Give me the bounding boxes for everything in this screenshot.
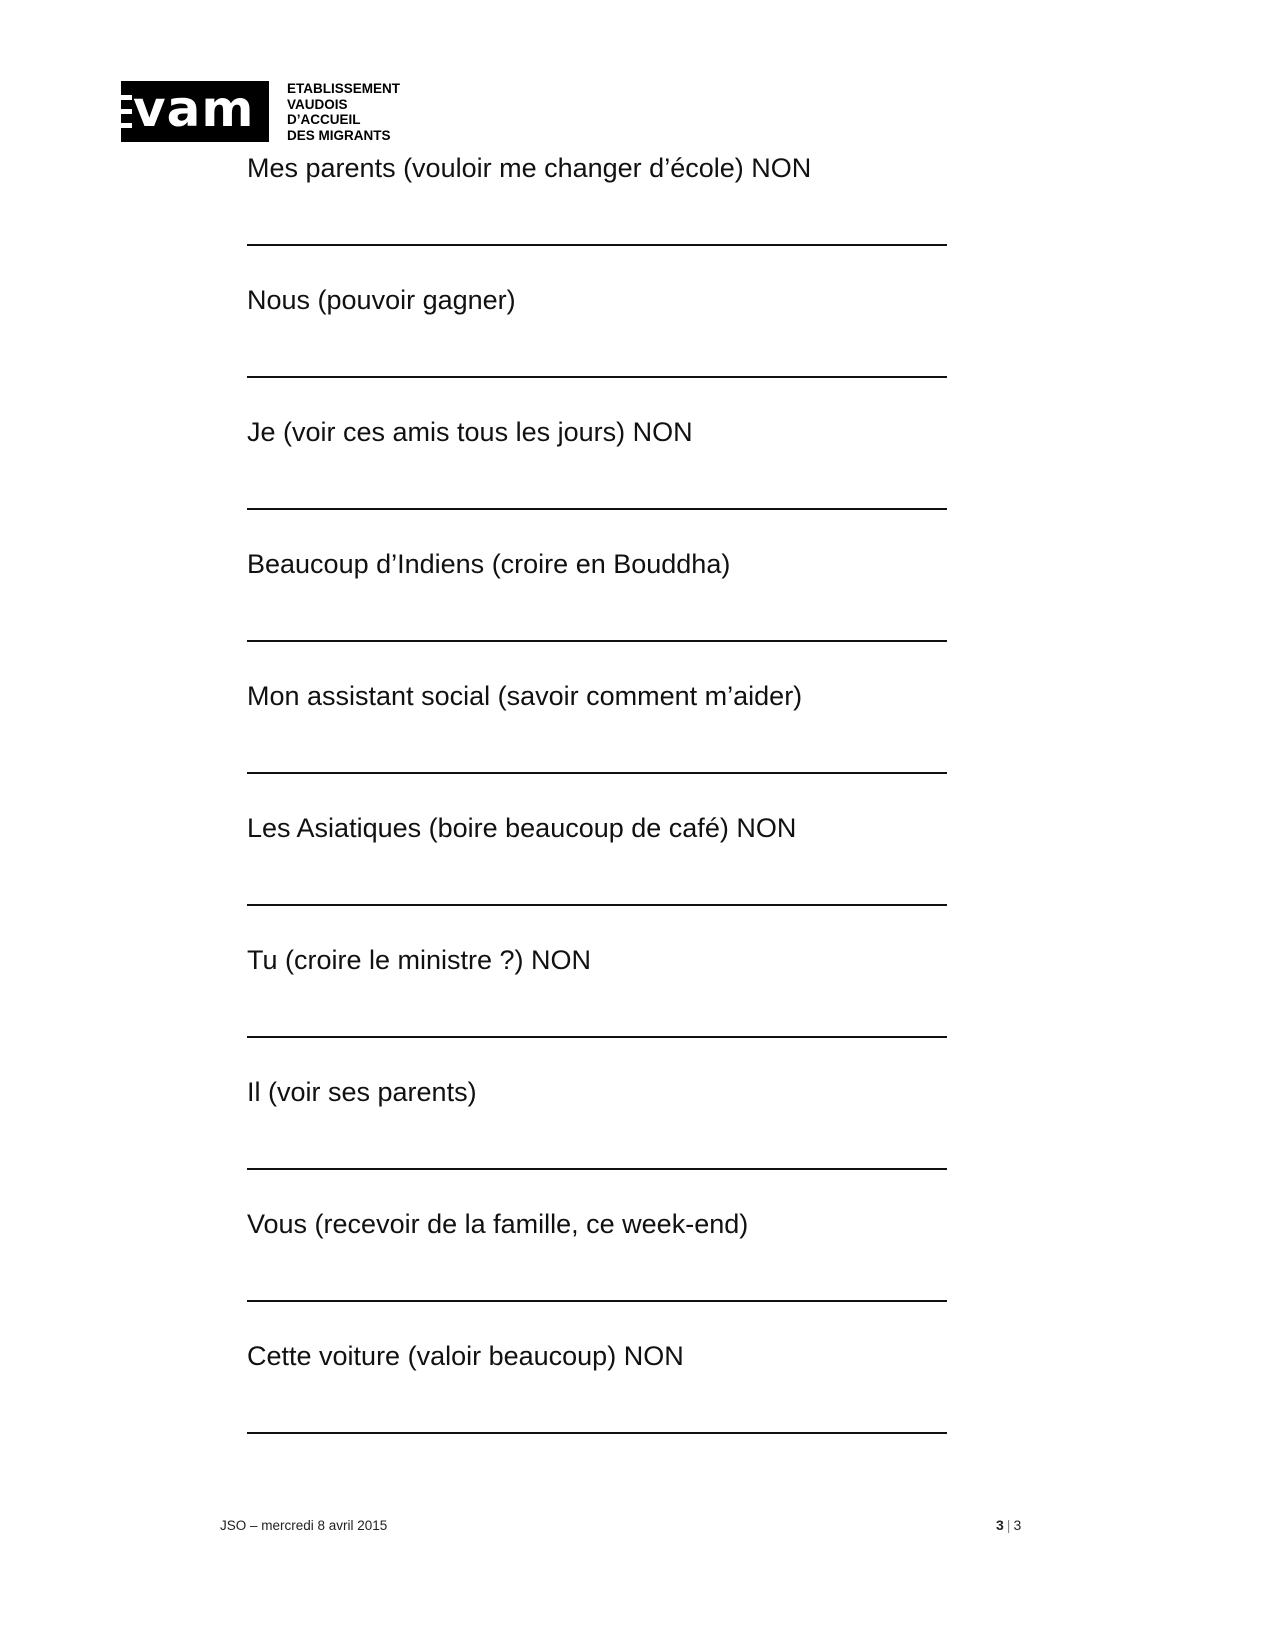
exercise-item — [247, 547, 947, 679]
exercise-prompt: Vous (recevoir de la famille, ce week-end) — [247, 1209, 749, 1239]
exercise-prompt: Je (voir ces amis tous les jours) NON — [247, 417, 693, 447]
exercise-item — [247, 811, 947, 943]
evam-logo-mark — [121, 81, 269, 142]
exercise-prompt: Nous (pouvoir gagner) — [247, 285, 516, 315]
page-total: 3 — [1013, 1517, 1022, 1533]
page-current: 3 — [996, 1517, 1004, 1533]
answer-line[interactable] — [247, 244, 947, 246]
page-separator: | — [1006, 1517, 1011, 1533]
evam-wordmark: vam — [133, 81, 255, 138]
answer-line[interactable] — [247, 1036, 947, 1038]
answer-line[interactable] — [247, 508, 947, 510]
exercise-prompt: Il (voir ses parents) — [247, 1077, 477, 1107]
exercise-prompt: Cette voiture (valoir beaucoup) NON — [247, 1341, 684, 1371]
logo-line: VAUDOIS — [287, 96, 348, 112]
evam-logo-e — [121, 81, 132, 142]
exercise-item — [247, 1339, 947, 1471]
exercise-item — [247, 415, 947, 547]
logo-line: DES MIGRANTS — [287, 127, 391, 143]
exercise-item — [247, 151, 947, 283]
exercise-item — [247, 1207, 947, 1339]
logo-line: ETABLISSEMENT — [287, 81, 401, 96]
exercise-prompt: Beaucoup d’Indiens (croire en Bouddha) — [247, 549, 731, 579]
answer-line[interactable] — [247, 1300, 947, 1302]
evam-logo-text — [287, 81, 400, 143]
page-number — [996, 1517, 1021, 1533]
evam-logo — [121, 81, 401, 143]
exercise-item — [247, 283, 947, 415]
exercise-prompt: Mon assistant social (savoir comment m’aider) — [247, 681, 803, 711]
answer-line[interactable] — [247, 640, 947, 642]
exercise-item — [247, 679, 947, 811]
footer-author-date: JSO – mercredi 8 avril 2015 — [220, 1518, 388, 1533]
exercise-item — [247, 1075, 947, 1207]
exercise-list — [247, 151, 947, 1471]
exercise-item — [247, 943, 947, 1075]
exercise-prompt: Tu (croire le ministre ?) NON — [247, 945, 592, 975]
exercise-prompt: Mes parents (vouloir me changer d’école) NON — [247, 153, 812, 183]
answer-line[interactable] — [247, 1432, 947, 1434]
exercise-prompt: Les Asiatiques (boire beaucoup de café) NON — [247, 813, 797, 843]
answer-line[interactable] — [247, 904, 947, 906]
answer-line[interactable] — [247, 376, 947, 378]
answer-line[interactable] — [247, 1168, 947, 1170]
logo-line: D’ACCUEIL — [287, 112, 361, 127]
answer-line[interactable] — [247, 772, 947, 774]
